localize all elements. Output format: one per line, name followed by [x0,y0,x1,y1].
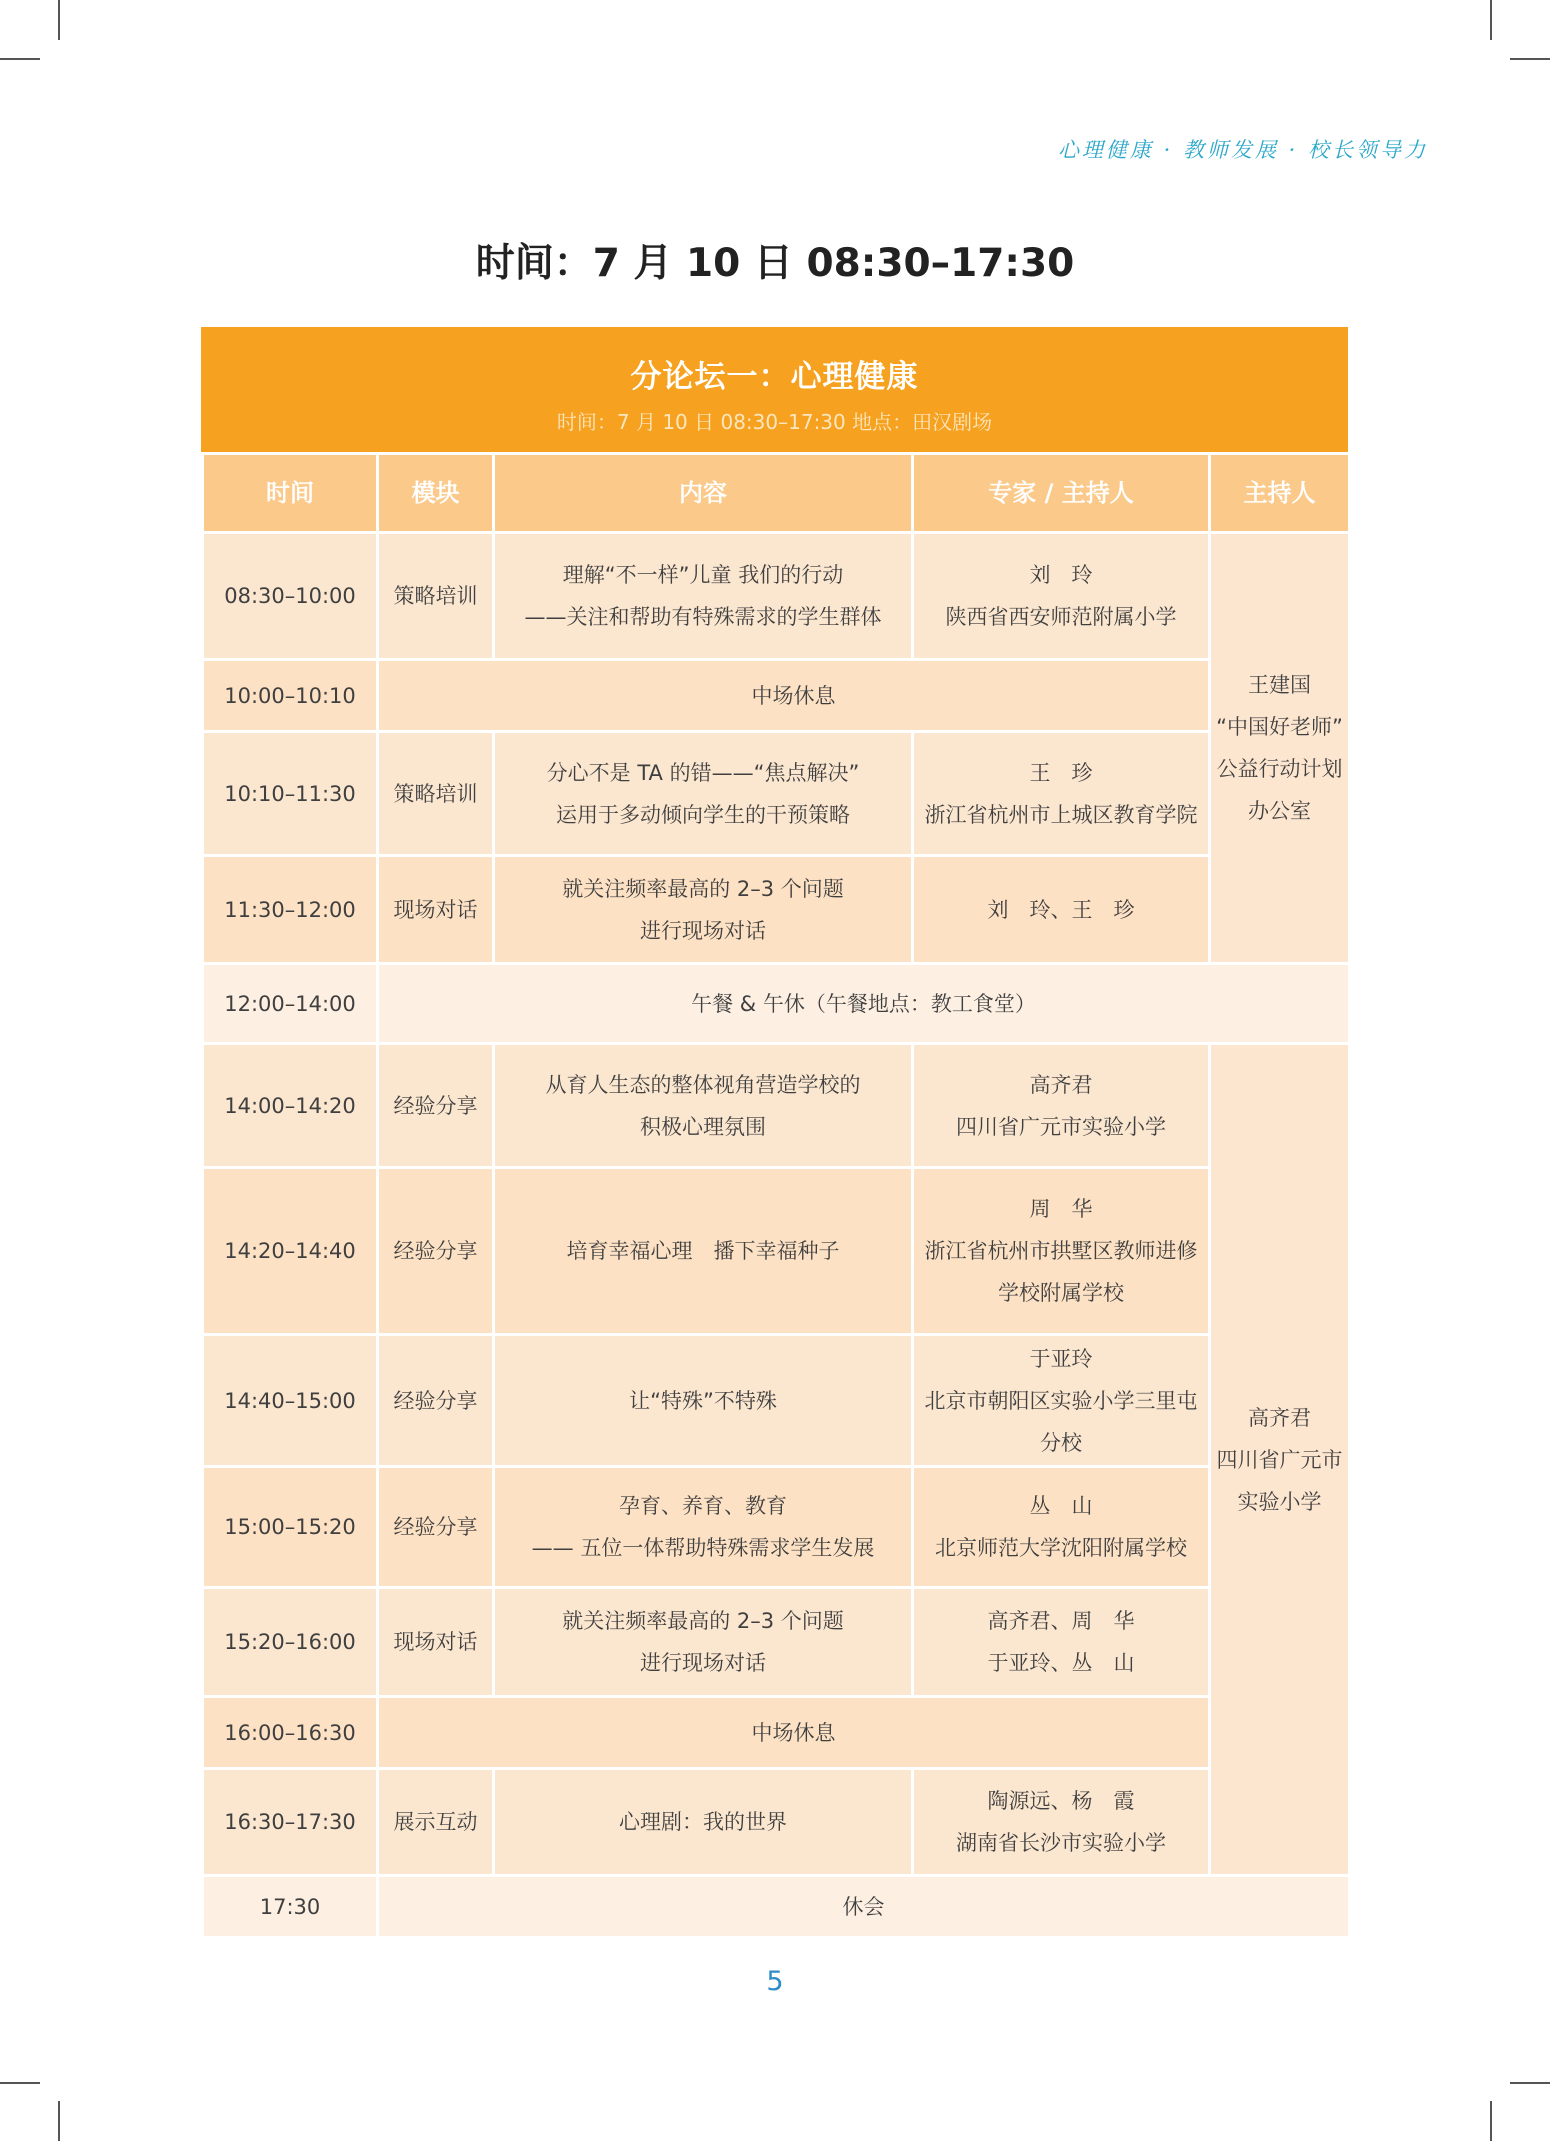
content-cell [494,1044,913,1168]
forum-subtitle: 时间：7 月 10 日 08:30–17:30 地点：田汉剧场 [556,410,993,434]
module-cell: 经验分享 [378,1044,494,1168]
table-row-break [203,1876,1350,1938]
crop-mark [0,2082,40,2084]
table-row [203,1044,1350,1168]
time-cell: 15:00–15:20 [203,1467,378,1588]
content-cell [494,1467,913,1588]
crop-mark [1510,2082,1550,2084]
table-row-break [203,660,1350,732]
content-cell [494,856,913,964]
crop-mark [58,0,60,40]
crop-mark [0,58,40,60]
table-row [203,533,1350,660]
expert-line: 陕西省西安师范附属小学 [945,605,1177,629]
time-cell: 17:30 [203,1876,378,1938]
host-line: 公益行动计划 [1216,757,1343,781]
col-header-expert: 专家 / 主持人 [913,454,1210,533]
forum-title: 分论坛一：心理健康 [630,359,919,395]
content-cell [494,732,913,856]
content-line: 让“特殊”不特殊 [629,1388,777,1413]
col-header-module: 模块 [378,454,494,533]
time-cell: 10:10–11:30 [203,732,378,856]
table-row-break [203,1697,1350,1769]
expert-line: 于亚玲、丛 山 [987,1651,1135,1675]
col-header-time: 时间 [203,454,378,533]
expert-line: 湖南省长沙市实验小学 [956,1831,1166,1855]
break-cell: 休会 [378,1876,1350,1938]
time-cell: 16:00–16:30 [203,1697,378,1769]
content-line: 就关注频率最高的 2–3 个问题 [562,1609,844,1633]
schedule-table [201,452,1351,1939]
content-line: 从育人生态的整体视角营造学校的 [545,1072,861,1097]
content-cell [494,533,913,660]
time-cell: 11:30–12:00 [203,856,378,964]
content-cell [494,1588,913,1697]
expert-line: 周 华 [1029,1197,1093,1221]
content-line: 孕育、养育、教育 [619,1494,787,1518]
expert-line: 于亚玲 [1029,1346,1093,1371]
expert-line: 浙江省杭州市上城区教育学院 [924,802,1198,827]
running-header: 心理健康 · 教师发展 · 校长领导力 [1057,138,1428,162]
expert-cell [913,1044,1210,1168]
expert-line: 高齐君 [1029,1072,1093,1097]
expert-line: 北京市朝阳区实验小学三里屯分校 [924,1388,1198,1455]
module-cell: 展示互动 [378,1769,494,1876]
expert-cell [913,533,1210,660]
table-row [203,856,1350,964]
module-cell: 现场对话 [378,856,494,964]
col-header-content: 内容 [494,454,913,533]
content-line: 理解“不一样”儿童 我们的行动 [562,563,844,587]
content-cell [494,1168,913,1335]
table-row [203,732,1350,856]
col-header-host: 主持人 [1210,454,1350,533]
content-cell [494,1769,913,1876]
module-cell: 策略培训 [378,533,494,660]
table-row [203,1588,1350,1697]
table-header-row [203,454,1350,533]
forum-banner [201,327,1348,452]
host-line: “中国好老师” [1216,715,1343,739]
content-line: 就关注频率最高的 2–3 个问题 [562,876,844,901]
host-cell [1210,1044,1350,1876]
expert-line: 丛 山 [1029,1494,1093,1518]
crop-mark [1510,58,1550,60]
content-line: 培育幸福心理 播下幸福种子 [566,1239,840,1263]
expert-line: 学校附属学校 [998,1281,1124,1305]
expert-cell [913,732,1210,856]
content-line: 分心不是 TA 的错——“焦点解决” [546,760,860,785]
expert-line: 陶源远、杨 霞 [987,1789,1135,1813]
content-line: ——关注和帮助有特殊需求的学生群体 [524,605,882,629]
crop-mark [1490,2101,1492,2141]
content-line: 运用于多动倾向学生的干预策略 [556,802,850,827]
expert-cell [913,1467,1210,1588]
content-line: 进行现场对话 [640,918,766,943]
crop-mark [1490,0,1492,40]
expert-line: 高齐君、周 华 [987,1609,1135,1633]
time-cell: 14:00–14:20 [203,1044,378,1168]
module-cell: 经验分享 [378,1467,494,1588]
module-cell: 现场对话 [378,1588,494,1697]
host-cell [1210,533,1350,964]
content-line: 心理剧：我的世界 [619,1810,787,1834]
expert-line: 刘 玲、王 珍 [987,897,1135,922]
page-number: 5 [766,1966,784,1997]
host-line: 王建国 [1248,673,1311,697]
content-line: 进行现场对话 [640,1651,766,1675]
time-cell: 14:40–15:00 [203,1335,378,1467]
expert-line: 浙江省杭州市拱墅区教师进修 [924,1239,1198,1263]
host-line: 四川省广元市 [1216,1447,1343,1472]
time-cell: 14:20–14:40 [203,1168,378,1335]
crop-mark [58,2101,60,2141]
table-row-break [203,964,1350,1044]
expert-cell [913,1168,1210,1335]
module-cell: 经验分享 [378,1335,494,1467]
time-cell: 16:30–17:30 [203,1769,378,1876]
expert-line: 北京师范大学沈阳附属学校 [935,1536,1187,1560]
table-row [203,1467,1350,1588]
content-line: —— 五位一体帮助特殊需求学生发展 [531,1536,875,1560]
table-row [203,1335,1350,1467]
table-row [203,1769,1350,1876]
content-line: 积极心理氛围 [640,1114,766,1139]
expert-line: 刘 玲 [1029,563,1093,587]
host-line: 实验小学 [1237,1489,1322,1514]
break-cell: 中场休息 [378,660,1210,732]
expert-cell [913,1335,1210,1467]
time-cell: 10:00–10:10 [203,660,378,732]
break-cell: 午餐 & 午休（午餐地点：教工食堂） [378,964,1350,1044]
table-row [203,1168,1350,1335]
module-cell: 经验分享 [378,1168,494,1335]
expert-line: 四川省广元市实验小学 [956,1114,1166,1139]
host-line: 办公室 [1248,799,1311,823]
time-cell: 08:30–10:00 [203,533,378,660]
expert-cell [913,856,1210,964]
expert-line: 王 珍 [1029,760,1093,785]
expert-cell [913,1769,1210,1876]
module-cell: 策略培训 [378,732,494,856]
host-line: 高齐君 [1248,1405,1311,1430]
time-cell: 15:20–16:00 [203,1588,378,1697]
page-title: 时间：7 月 10 日 08:30–17:30 [475,241,1075,286]
content-cell [494,1335,913,1467]
expert-cell [913,1588,1210,1697]
break-cell: 中场休息 [378,1697,1210,1769]
time-cell: 12:00–14:00 [203,964,378,1044]
